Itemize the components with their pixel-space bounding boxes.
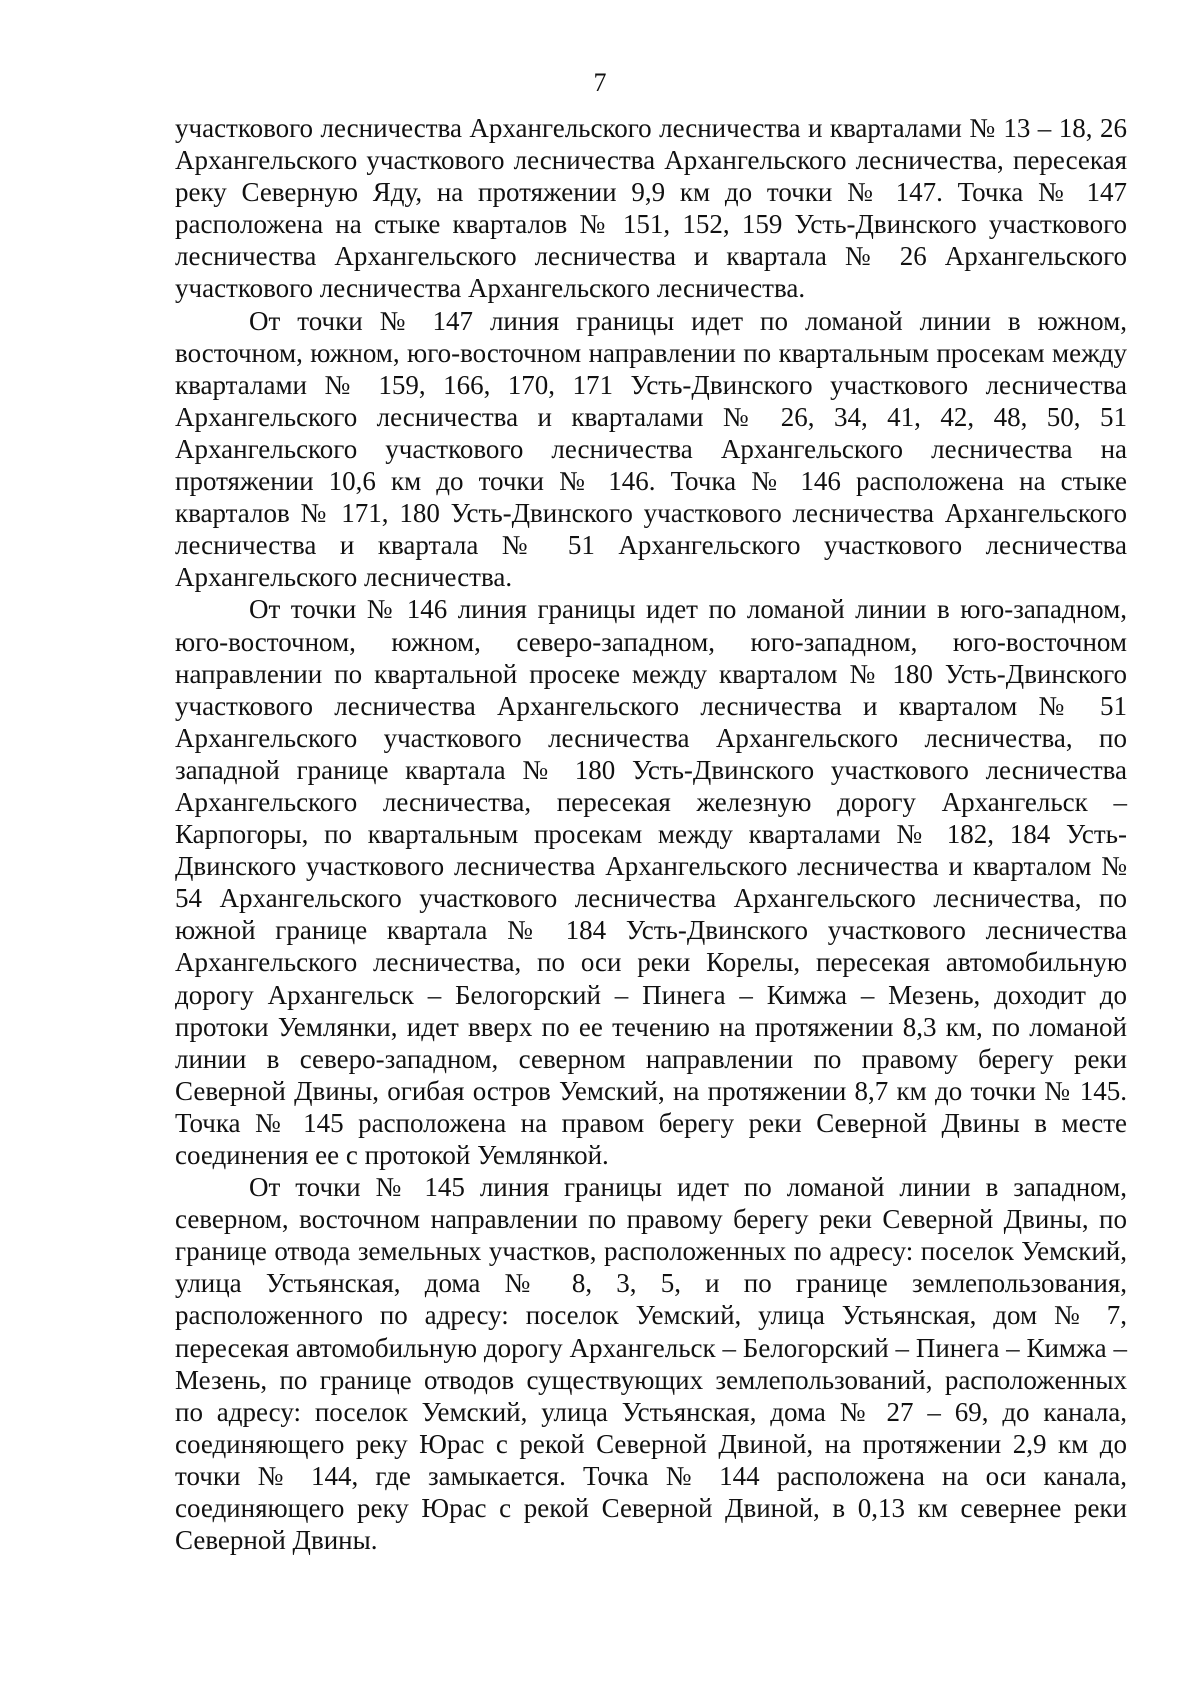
paragraph-point-146: От точки № 146 линия границы идет по ломаной линии в юго-западном, юго-восточном, южном, северо-западном, юго-западном, юго-восточном направлении по квартальной просеке между кварталом № 180 Усть-Двинского участкового лесничества Архангельского лесничества и кварталом № 51 Архангельского участкового лесничества Архангельского лесничества, по западной границе квартала № 180 Усть-Двинского участкового лесничества Архангельского лесничества, пересекая железную дорогу Архангельск – Карпогоры, по квартальным просекам между кварталами № 182, 184 Усть-Двинского участкового лесничества Архангельского лесничества и кварталом № 54 Архангельского участкового лесничества Архангельского лесничества, по южной границе квартала № 184 Усть-Двинского участкового лесничества Архангельского лесничества, по оси реки Корелы, пересекая автомобильную дорогу Архангельск – Белогорский – Пинега – Кимжа – Мезень, доходит до протоки Уемлянки, идет вверх по ее течению на протяжении 8,3 км, по ломаной линии в северо-западном, северном направлении по правому берегу реки Северной Двины, огибая остров Уемский, на протяжении 8,7 км до точки № 145. Точка № 145 расположена на правом берегу реки Северной Двины в месте соединения ее с протокой Уемлянкой. bbox=[175, 594, 1127, 1170]
paragraph-point-145: От точки № 145 линия границы идет по ломаной линии в западном, северном, восточном направлении по правому берегу реки Северной Двины, по границе отвода земельных участков, расположенных по адресу: поселок Уемский, улица Устьянская, дома № 8, 3, 5, и по границе землепользования, расположенного по адресу: поселок Уемский, улица Устьянская, дом № 7, пересекая автомобильную дорогу Архангельск – Белогорский – Пинега – Кимжа – Мезень, по границе отводов существующих землепользований, расположенных по адресу: поселок Уемский, улица Устьянская, дома № 27 – 69, до канала, соединяющего реку Юрас с рекой Северной Двиной, на протяжении 2,9 км до точки № 144, где замыкается. Точка № 144 расположена на оси канала, соединяющего реку Юрас с рекой Северной Двиной, в 0,13 км севернее реки Северной Двины. bbox=[175, 1172, 1127, 1556]
paragraph-point-147: От точки № 147 линия границы идет по ломаной линии в южном, восточном, южном, юго-восточном направлении по квартальным просекам между кварталами № 159, 166, 170, 171 Усть-Двинского участкового лесничества Архангельского лесничества и кварталами № 26, 34, 41, 42, 48, 50, 51 Архангельского участкового лесничества Архангельского лесничества на протяжении 10,6 км до точки № 146. Точка № 146 расположена на стыке кварталов № 171, 180 Усть-Двинского участкового лесничества Архангельского лесничества и квартала № 51 Архангельского участкового лесничества Архангельского лесничества. bbox=[175, 305, 1127, 593]
page-number: 7 bbox=[593, 68, 607, 97]
paragraph-continuation: участкового лесничества Архангельского лесничества и кварталами № 13 – 18, 26 Архангельского участкового лесничества Архангельского лесничества, пересекая реку Северную Яду, на протяжении 9,9 км до точки № 147. Точка № 147 расположена на стыке кварталов № 151, 152, 159 Усть-Двинского участкового лесничества Архангельского лесничества и квартала № 26 Архангельского участкового лесничества Архангельского лесничества. bbox=[175, 113, 1127, 304]
document-body bbox=[175, 112, 1127, 1556]
